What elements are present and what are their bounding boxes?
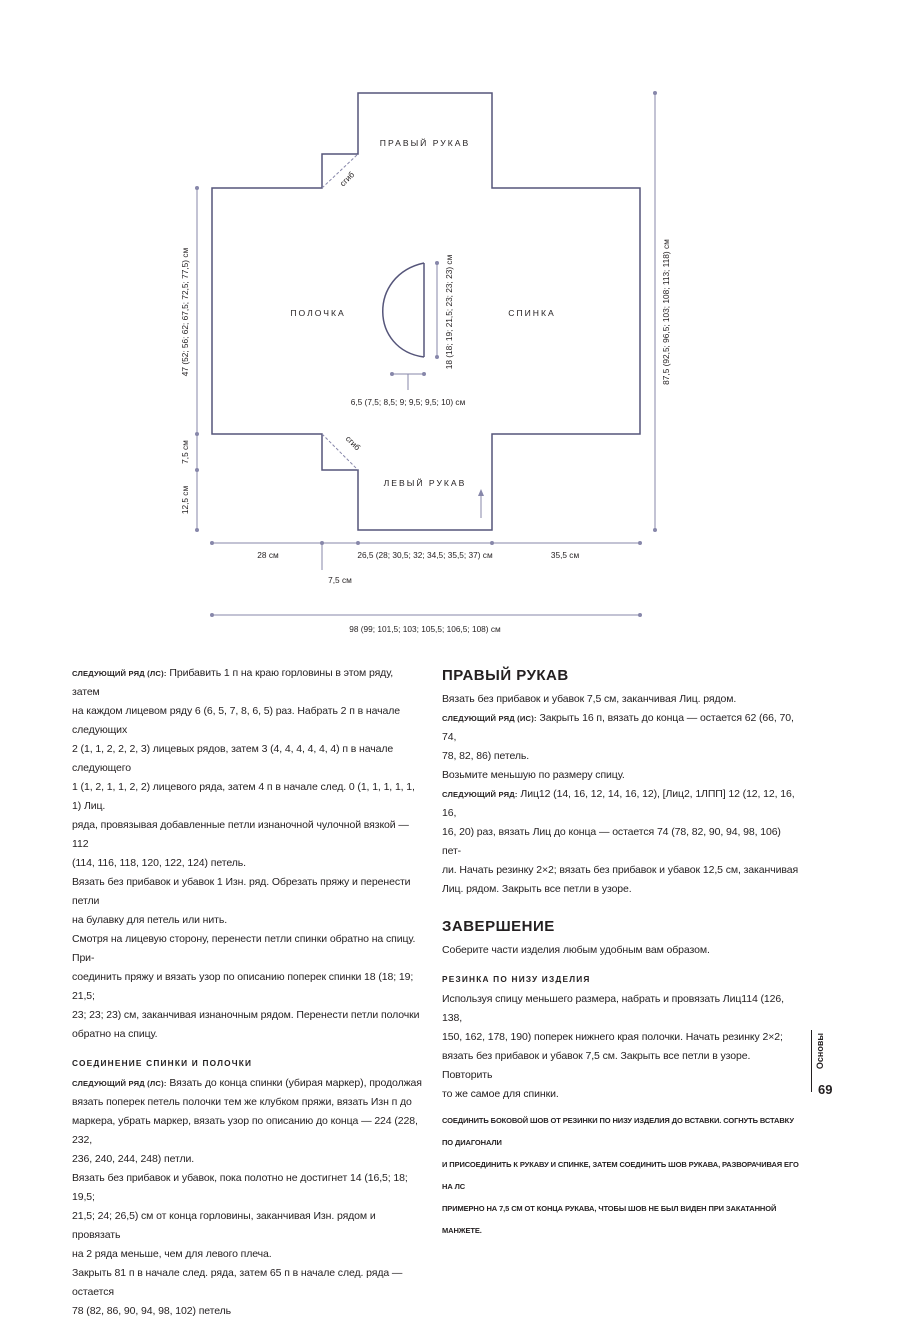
subheading-rib: РЕЗИНКА ПО НИЗУ ИЗДЕЛИЯ — [442, 974, 591, 984]
row-lead: СЛЕДУЮЩИЙ РЯД (ЛС): — [72, 1079, 167, 1088]
row-lead: СЛЕДУЮЩИЙ РЯД (ИС): — [442, 714, 537, 723]
row-lead: СЛЕДУЮЩИЙ РЯД: — [442, 790, 518, 799]
measure-neck-height: 18 (18; 19; 21,5; 23; 23; 23) см — [444, 254, 454, 370]
measure-neck-width: 6,5 (7,5; 8,5; 9; 9,5; 9,5; 10) см — [350, 397, 466, 407]
measure-w-cuff: 7,5 см — [328, 575, 352, 585]
paragraph-next-row-2: СЛЕДУЮЩИЙ РЯД (ЛС): Вязать до конца спинки (убирая маркер), продолжая вязать поперек петель полочки тем же клубком пряжи, вязать Изн п до маркера, убрать маркер, вязать узор по описанию до конца — 224 (228, 232, 236, 240, 244, 248) петли. — [72, 1077, 422, 1165]
paragraph-next-row-1: СЛЕДУЮЩИЙ РЯД (ЛС): Прибавить 1 п на краю горловины в этом ряду, затем на каждом лицевом ряду 6 (6, 5, 7, 8, 6, 5) раз. Набрать 2 п в начале следующих 2 (1, 1, 2, 2, 2, 3) лицевых рядов, затем 3 (4, 4, 4, 4, 4, 4) п в начале следующего 1 (1, 2, 1, 1, 2, 2) лицевого ряда, затем 4 п в начале след. 0 (1, 1, 1, 1, 1, 1) Лиц. ряда, провязывая добавленные петли изнаночной чулочной вязкой — 112 (114, 116, 118, 120, 122, 124) петель. — [72, 667, 415, 869]
paragraph-3: Смотря на лицевую сторону, перенести петли спинки обратно на спицу. При- соединить пряжу и вязать узор по описанию поперек спинки 18 (18; 19; 21,5; 23; 23; 23) см, заканчивая изнаночным рядом. Перенести петли полочки обратно на спицу. — [72, 933, 420, 1040]
label-fold-top: сгиб — [337, 169, 357, 189]
paragraph-2: Вязать без прибавок и убавок 1 Изн. ряд. Обрезать пряжу и перенести петли на булавку для петель или нить. — [72, 876, 411, 926]
sleeve-para-4: СЛЕДУЮЩИЙ РЯД: Лиц12 (14, 16, 12, 14, 16, 12), [Лиц2, 1ЛПП] 12 (12, 12, 16, 16, 16, 20) раз, вязать Лиц до конца — остается 74 (78, 82, 90, 94, 98, 106) пет- ли. Начать резинку 2×2; вязать без прибавок и убавок 12,5 см, заканчивая Лиц. рядом. Закрыть все петли в узоре. — [442, 788, 799, 895]
label-fold-bottom: сгиб — [343, 433, 363, 453]
label-right-sleeve: ПРАВЫЙ РУКАВ — [379, 138, 471, 148]
sleeve-para-1: Вязать без прибавок и убавок 7,5 см, заканчивая Лиц. рядом. — [442, 693, 737, 705]
neckline-curve — [383, 263, 424, 357]
sleeve-para-3: Возьмите меньшую по размеру спицу. — [442, 769, 625, 781]
label-front: ПОЛОЧКА — [290, 308, 346, 318]
section-divider — [811, 1030, 812, 1092]
label-left-sleeve: ЛЕВЫЙ РУКАВ — [383, 478, 467, 488]
measure-height-cuff: 7,5 см — [180, 440, 190, 464]
measure-w-right: 35,5 см — [550, 550, 580, 560]
paragraph-6: Закрыть 81 п в начале след. ряда, затем 65 п в начале след. ряда — остается 78 (82, 86, 90, 94, 98, 102) петель — [72, 1267, 403, 1317]
paragraph-5: Вязать без прибавок и убавок, пока полотно не достигнет 14 (16,5; 18; 19,5; 21,5; 24; 26,5) см от конца горловины, заканчивая Изн. рядом и провязать на 2 ряда меньше, чем для левого плеча. — [72, 1172, 408, 1260]
heading-right-sleeve: ПРАВЫЙ РУКАВ — [442, 667, 569, 684]
finish-para-2: Используя спицу меньшего размера, набрать и провязать Лиц114 (126, 138, 150, 162, 178, 190) поперек нижнего края полочки. Начать резинку 2×2; вязать без прибавок и убавок 7,5 см. Закрыть все петли в узоре. Повторить то же самое для спинки. — [442, 993, 784, 1100]
page-number: 69 — [818, 1082, 833, 1097]
finish-para-1: Соберите части изделия любым удобным вам образом. — [442, 944, 710, 956]
measure-w-sleeve: 26,5 (28; 30,5; 32; 34,5; 35,5; 37) см — [357, 550, 493, 560]
label-back: СПИНКА — [508, 308, 556, 318]
left-column — [72, 664, 422, 1321]
row-lead: СЛЕДУЮЩИЙ РЯД (ЛС): — [72, 669, 167, 678]
subheading-join: СОЕДИНЕНИЕ СПИНКИ И ПОЛОЧКИ — [72, 1058, 253, 1068]
measure-total-width: 98 (99; 101,5; 103; 105,5; 106,5; 108) см — [349, 624, 501, 634]
measure-height-rib: 12,5 см — [180, 485, 190, 515]
measure-height-body: 47 (52; 56; 62; 67,5; 72,5; 77,5) см — [180, 247, 190, 377]
heading-finishing: ЗАВЕРШЕНИЕ — [442, 918, 555, 935]
right-column — [442, 666, 802, 1242]
section-label: Основы — [815, 1032, 825, 1070]
section-tab — [808, 1030, 838, 1100]
measure-total-height: 87,5 (92,5; 96,5; 103; 108; 113; 118) см — [661, 239, 671, 385]
measure-w-left: 28 см — [257, 550, 279, 560]
sleeve-para-2: СЛЕДУЮЩИЙ РЯД (ИС): Закрыть 16 п, вязать до конца — остается 62 (66, 70, 74, 78, 82, 86) петель. — [442, 712, 794, 762]
garment-outline — [212, 93, 640, 530]
arrow-head-icon — [478, 489, 484, 496]
seaming-note: СОЕДИНИТЬ БОКОВОЙ ШОВ ОТ РЕЗИНКИ ПО НИЗУ ИЗДЕЛИЯ ДО ВСТАВКИ. СОГНУТЬ ВСТАВКУ ПО ДИАГОНАЛИ И ПРИСОЕДИНИТЬ К РУКАВУ И СПИНКЕ, ЗАТЕМ СОЕДИНИТЬ ШОВ РУКАВА, РАЗВОРАЧИВАЯ ЕГО НА ЛС ПРИМЕРНО НА 7,5 СМ ОТ КОНЦА РУКАВА, ЧТОБЫ ШОВ НЕ БЫЛ ВИДЕН ПРИ ЗАКАТАННОЙ МАНЖЕТЕ. — [442, 1116, 799, 1235]
garment-schematic — [0, 0, 900, 650]
